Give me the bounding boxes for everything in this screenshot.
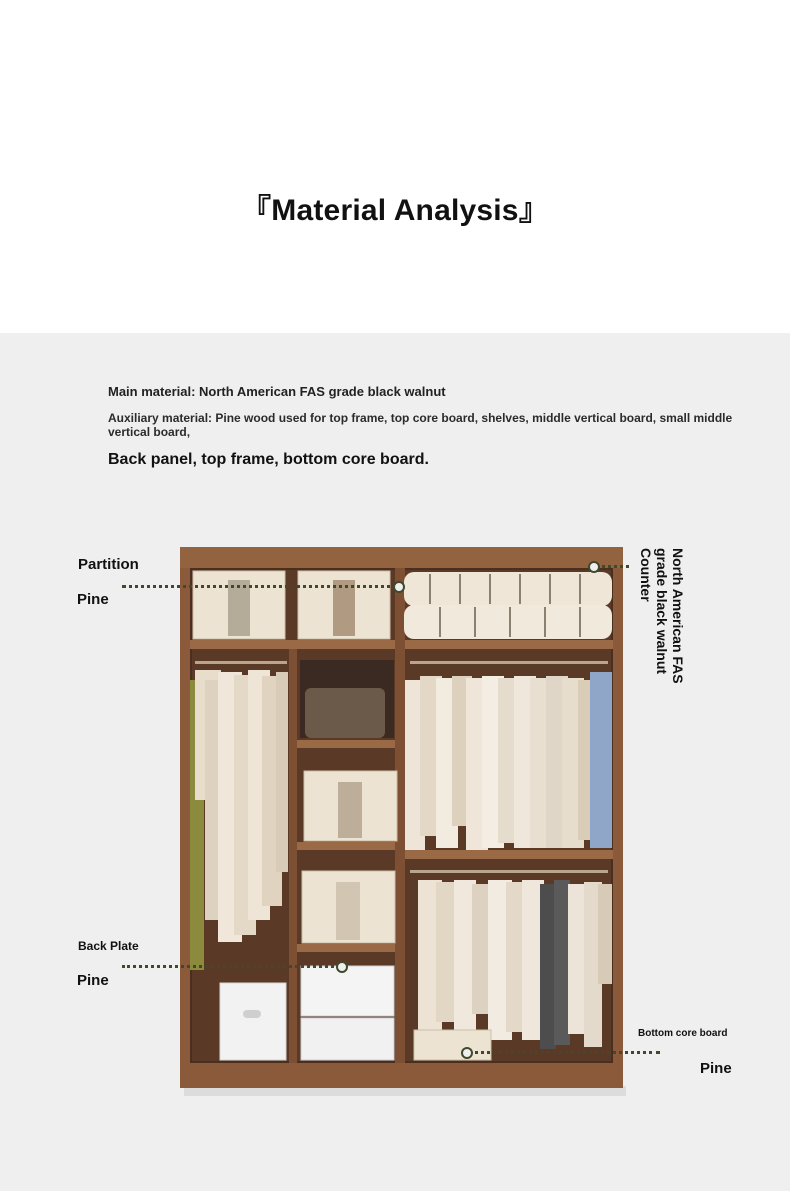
drawer-1: [301, 966, 394, 1016]
right-upper-clothes: [405, 672, 612, 850]
rod-right-top: [410, 661, 608, 664]
counter-label-line1: North American FAS: [670, 548, 686, 684]
folded-bag: [414, 1030, 491, 1060]
shelf-middle-1: [297, 740, 395, 748]
handbag: [305, 688, 385, 738]
shelf-right-middle: [405, 850, 613, 859]
shelf-middle-3: [297, 944, 395, 952]
shelf-middle-2: [297, 842, 395, 850]
back-plate-marker: [336, 961, 348, 973]
shelf-right-top: [405, 640, 613, 649]
counter-callout-line: [595, 565, 629, 568]
auxiliary-material-text: Auxiliary material: Pine wood used for top frame, top core board, shelves, middle vertical board, small middle vertical board,: [108, 411, 733, 439]
drawer-2: [301, 1018, 394, 1060]
counter-label-line2: grade black walnut: [654, 548, 670, 675]
box-window-3: [338, 782, 362, 838]
bottom-core-label: Bottom core board: [638, 1028, 728, 1039]
partition-material: Pine: [77, 591, 109, 608]
bottom-core-marker: [461, 1047, 473, 1059]
partition-marker: [393, 581, 405, 593]
top-frame: [180, 547, 623, 568]
bottom-core-board: [180, 1063, 623, 1088]
box-window-4: [336, 882, 360, 940]
white-box-handle: [243, 1010, 261, 1018]
box-window-2: [333, 580, 355, 636]
counter-label: [632, 548, 692, 708]
rod-left: [195, 661, 287, 664]
small-vertical-board: [289, 648, 297, 1063]
back-plate-label: Back Plate: [78, 939, 139, 953]
rod-right-bottom: [410, 870, 608, 873]
box-window-1: [228, 580, 250, 636]
main-material-text: Main material: North American FAS grade black walnut: [108, 384, 446, 399]
shelf-left-top: [190, 640, 395, 649]
page-title: 『Material Analysis』: [241, 194, 549, 227]
back-plate-material: Pine: [77, 972, 109, 989]
white-box: [220, 983, 286, 1060]
back-panel-text: Back panel, top frame, bottom core board.: [108, 451, 429, 468]
partition-label: Partition: [78, 556, 139, 573]
counter-label-line3: Counter: [638, 548, 654, 602]
partition-callout-line: [122, 585, 398, 588]
counter-marker: [588, 561, 600, 573]
bottom-core-callout-line: [468, 1051, 660, 1054]
bottom-core-material: Pine: [700, 1060, 732, 1077]
back-plate-callout-line: [122, 965, 340, 968]
